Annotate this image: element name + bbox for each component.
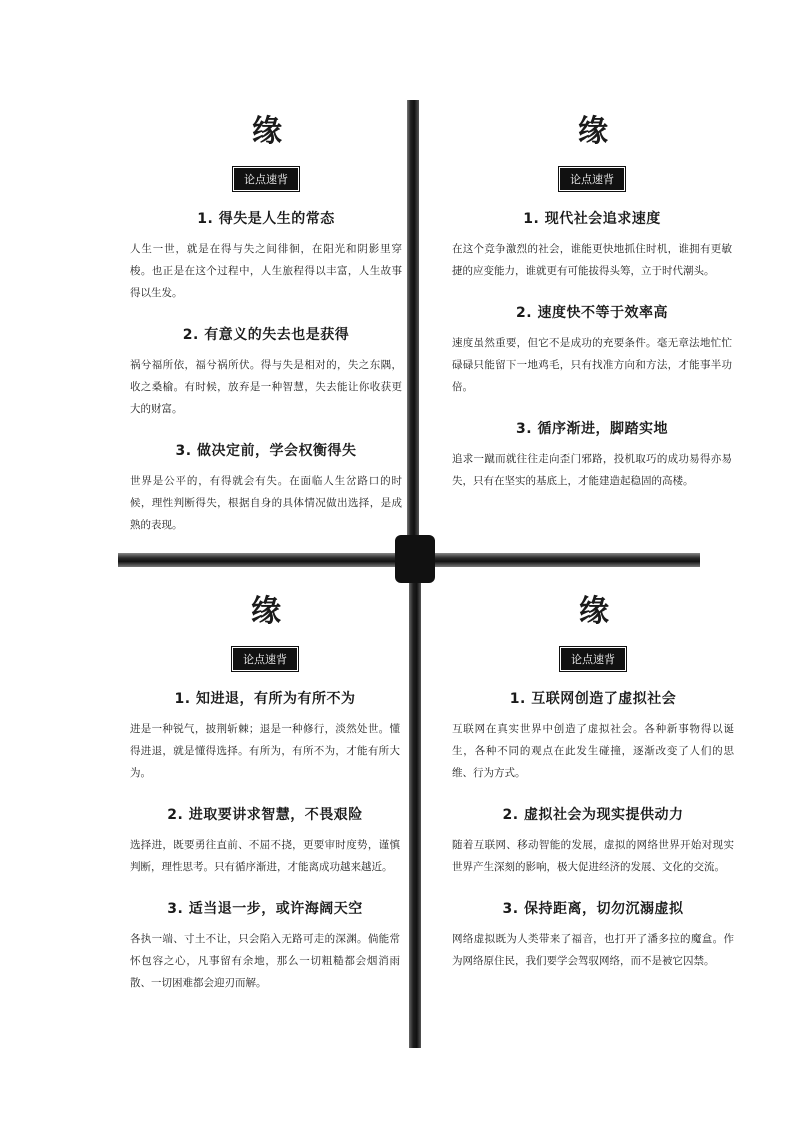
point-heading: 2. 有意义的失去也是获得 [182, 327, 350, 343]
point-2 [452, 302, 732, 398]
point-heading: 3. 做决定前，学会权衡得失 [175, 443, 357, 459]
point-heading: 2. 进取要讲求智慧，不畏艰险 [167, 807, 363, 823]
point-body: 速度虽然重要，但它不是成功的充要条件。毫无章法地忙忙碌碌只能留下一地鸡毛，只有找准方向和方法，才能事半功倍。 [452, 337, 732, 393]
panel-bottom-left [130, 590, 400, 1030]
point-body: 选择进，既要勇往直前、不屈不挠，更要审时度势，谨慎判断，理性思考。只有循序渐进，才能离成功越来越近。 [130, 839, 400, 873]
section-badge: 论点速背 [233, 648, 297, 670]
point-heading: 3. 适当退一步，或许海阔天空 [167, 901, 363, 917]
point-body: 网络虚拟既为人类带来了福音，也打开了潘多拉的魔盒。作为网络原住民，我们要学会驾驭网络，而不是被它囚禁。 [452, 933, 734, 967]
point-heading: 2. 虚拟社会为现实提供动力 [502, 807, 684, 823]
point-body: 追求一蹴而就往往走向歪门邪路，投机取巧的成功易得亦易失，只有在坚实的基底上，才能建造起稳固的高楼。 [452, 453, 732, 487]
point-1 [130, 688, 400, 784]
point-heading: 1. 互联网创造了虚拟社会 [509, 691, 677, 707]
point-heading: 1. 得失是人生的常态 [197, 211, 335, 227]
point-heading: 3. 保持距离，切勿沉溺虚拟 [502, 901, 684, 917]
point-body: 各执一端、寸土不让，只会陷入无路可走的深渊。倘能常怀包容之心，凡事留有余地，那么一切粗糙都会烟消雨散、一切困难都会迎刃而解。 [130, 933, 400, 989]
point-body: 祸兮福所依，福兮祸所伏。得与失是相对的，失之东隅，收之桑榆。有时候，放弃是一种智慧，失去能让你收获更大的财富。 [130, 359, 402, 415]
point-body: 世界是公平的，有得就会有失。在面临人生岔路口的时候，理性判断得失，根据自身的具体情况做出选择，是成熟的表现。 [130, 475, 402, 531]
point-3 [452, 418, 732, 492]
calligraphy-glyph: 缘 [252, 114, 280, 149]
point-body: 人生一世，就是在得与失之间徘徊，在阳光和阴影里穿梭。也正是在这个过程中，人生旅程得以丰富，人生故事得以生发。 [130, 243, 402, 299]
point-heading: 1. 现代社会追求速度 [523, 211, 661, 227]
point-2 [130, 324, 402, 420]
calligraphy-glyph: 缘 [251, 594, 279, 629]
point-1 [452, 208, 732, 282]
vertical-divider-top [407, 100, 419, 545]
section-badge: 论点速背 [561, 648, 625, 670]
point-2 [130, 804, 400, 878]
point-heading: 2. 速度快不等于效率高 [516, 305, 668, 321]
point-body: 进是一种锐气，披荆斩棘；退是一种修行，淡然处世。懂得进退，就是懂得选择。有所为，有所不为，才能有所大为。 [130, 723, 400, 779]
panel-top-right [452, 110, 732, 540]
vertical-divider-bottom [409, 578, 421, 1048]
point-body: 随着互联网、移动智能的发展，虚拟的网络世界开始对现实世界产生深刻的影响，极大促进经济的发展、文化的交流。 [452, 839, 734, 873]
calligraphy-glyph: 缘 [578, 114, 606, 149]
point-3 [452, 898, 734, 972]
point-1 [452, 688, 734, 784]
point-heading: 1. 知进退，有所为有所不为 [174, 691, 356, 707]
point-3 [130, 440, 402, 536]
point-body: 互联网在真实世界中创造了虚拟社会。各种新事物得以诞生，各种不同的观点在此发生碰撞，逐渐改变了人们的思维、行为方式。 [452, 723, 734, 779]
point-heading: 3. 循序渐进，脚踏实地 [516, 421, 668, 437]
section-badge: 论点速背 [234, 168, 298, 190]
point-1 [130, 208, 402, 304]
point-3 [130, 898, 400, 994]
panel-bottom-right [452, 590, 734, 1030]
point-2 [452, 804, 734, 878]
section-badge: 论点速背 [560, 168, 624, 190]
point-body: 在这个竞争激烈的社会，谁能更快地抓住时机，谁拥有更敏捷的应变能力，谁就更有可能拔得头筹，立于时代潮头。 [452, 243, 732, 277]
divider-joint [395, 535, 435, 583]
calligraphy-glyph: 缘 [579, 594, 607, 629]
panel-top-left [130, 110, 402, 540]
